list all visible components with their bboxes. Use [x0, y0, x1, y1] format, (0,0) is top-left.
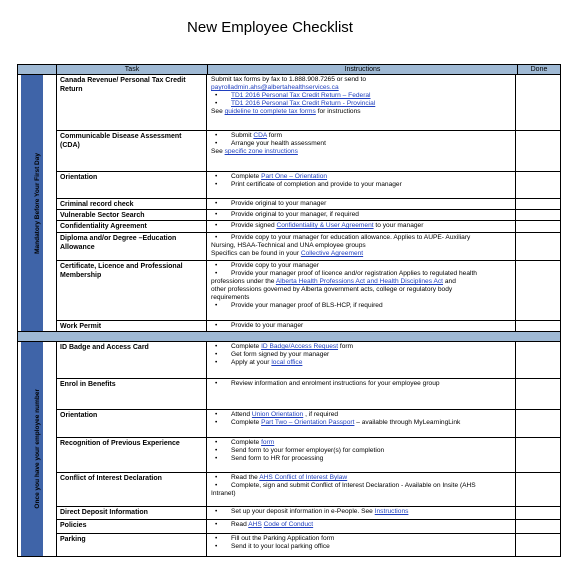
instructions-cell — [207, 172, 516, 198]
table-row — [57, 172, 560, 199]
instructions-cell — [207, 507, 516, 519]
instruction-fragment: , if required — [303, 411, 339, 418]
instruction-fragment: Complete — [231, 419, 262, 426]
instruction-text — [231, 100, 512, 108]
task-cell: Parking — [57, 534, 207, 556]
section-rows — [57, 342, 560, 556]
bullet-icon: • — [215, 411, 218, 418]
instruction-fragment: Provide signed — [231, 222, 277, 229]
instruction-text — [231, 380, 512, 388]
instruction-fragment: Print certificate of completion and provide to your manager — [231, 181, 402, 188]
bullet-icon: • — [215, 447, 218, 454]
section-side-label — [18, 75, 57, 331]
instruction-line — [211, 148, 512, 156]
instruction-text — [231, 521, 512, 529]
instructions-cell — [207, 75, 516, 130]
instruction-text — [231, 508, 512, 516]
task-cell: Recognition of Previous Experience — [57, 438, 207, 472]
instruction-text — [231, 447, 512, 455]
instruction-line — [211, 286, 512, 294]
instruction-text — [231, 351, 512, 359]
done-checkbox-cell[interactable] — [516, 321, 560, 331]
header-instructions: Instructions — [208, 65, 518, 74]
table-row — [57, 131, 560, 172]
bullet-icon: • — [215, 270, 218, 277]
instruction-text — [211, 242, 512, 250]
instruction-line — [211, 181, 512, 189]
bullet-icon: • — [215, 351, 218, 358]
instruction-fragment: for instructions — [315, 108, 361, 115]
instruction-text — [211, 108, 512, 116]
instruction-text — [231, 181, 512, 189]
task-cell: Canada Revenue/ Personal Tax Credit Return — [57, 75, 207, 130]
instruction-link[interactable]: CDA — [253, 132, 267, 139]
table-row — [57, 210, 560, 221]
instruction-line — [211, 270, 512, 278]
instructions-cell — [207, 534, 516, 556]
instruction-text — [231, 322, 512, 330]
instruction-fragment: Intranet) — [211, 490, 236, 497]
instruction-fragment: Provide your manager proof of BLS-HCP, if required — [231, 302, 383, 309]
instruction-text — [231, 419, 512, 427]
instruction-text — [231, 302, 512, 310]
section-separator — [18, 331, 560, 342]
instruction-text — [211, 490, 512, 498]
bullet-icon: • — [215, 474, 218, 481]
instruction-link[interactable]: ID Badge/Access Request — [261, 343, 339, 350]
instruction-line — [211, 234, 512, 242]
done-checkbox-cell[interactable] — [516, 233, 560, 260]
instruction-fragment: Specifics can be found in your — [211, 250, 301, 257]
task-cell: ID Badge and Access Card — [57, 342, 207, 378]
table-row — [57, 342, 560, 379]
instructions-cell — [207, 410, 516, 437]
instruction-text — [231, 211, 512, 219]
checklist-table — [17, 64, 561, 557]
instruction-text — [211, 250, 512, 258]
table-body — [18, 75, 560, 556]
bullet-icon: • — [215, 132, 218, 139]
instructions-cell — [207, 438, 516, 472]
done-checkbox-cell[interactable] — [516, 410, 560, 437]
instruction-text — [211, 286, 512, 294]
instruction-text — [231, 411, 512, 419]
instruction-fragment: Nursing, HSAA-Technical and UNA employee groups — [211, 242, 366, 249]
section-rows — [57, 75, 560, 331]
instruction-link[interactable]: Union Orientation — [251, 411, 304, 418]
task-cell: Confidentiality Agreement — [57, 221, 207, 232]
instructions-cell — [207, 261, 516, 320]
table-row — [57, 321, 560, 331]
instruction-line — [211, 132, 512, 140]
instruction-link[interactable]: form — [261, 439, 275, 446]
instruction-line — [211, 100, 512, 108]
table-row — [57, 520, 560, 534]
instruction-text — [231, 482, 512, 490]
instruction-text — [211, 278, 512, 286]
bullet-icon: • — [215, 482, 218, 489]
instruction-fragment: professions under the — [211, 278, 276, 285]
section — [18, 75, 560, 331]
instruction-fragment: to your manager — [373, 222, 424, 229]
bullet-icon: • — [215, 211, 218, 218]
done-checkbox-cell[interactable] — [516, 75, 560, 130]
task-cell: Vulnerable Sector Search — [57, 210, 207, 220]
instruction-text — [211, 148, 512, 156]
instruction-text — [231, 455, 512, 463]
table-header — [18, 65, 560, 75]
instruction-line — [211, 359, 512, 367]
instruction-fragment: See — [211, 148, 225, 155]
instruction-text — [231, 222, 512, 230]
instruction-line — [211, 343, 512, 351]
instruction-fragment: Provide original to your manager — [231, 200, 327, 207]
instruction-link[interactable]: Confidentiality & User Agreement — [276, 222, 374, 229]
task-cell: Certificate, Licence and Professional Membership — [57, 261, 207, 320]
done-checkbox-cell[interactable] — [516, 199, 560, 209]
page-title: New Employee Checklist — [187, 19, 353, 36]
done-checkbox-cell[interactable] — [516, 520, 560, 533]
instruction-line — [211, 211, 512, 219]
instruction-fragment: and — [443, 278, 456, 285]
table-row — [57, 75, 560, 131]
done-checkbox-cell[interactable] — [516, 221, 560, 232]
instruction-line — [211, 242, 512, 250]
table-row — [57, 438, 560, 473]
instruction-line — [211, 322, 512, 330]
instruction-fragment: Complete — [231, 439, 262, 446]
done-checkbox-cell[interactable] — [516, 379, 560, 409]
instruction-text — [231, 359, 512, 367]
instruction-text — [231, 200, 512, 208]
instruction-text — [231, 543, 512, 551]
bullet-icon: • — [215, 92, 218, 99]
instruction-line — [211, 250, 512, 258]
instruction-link[interactable]: Alberta Health Professions Act and Health Disciplines Act — [275, 278, 444, 285]
task-cell: Conflict of Interest Declaration — [57, 473, 207, 506]
instruction-text — [231, 173, 512, 181]
bullet-icon: • — [215, 535, 218, 542]
instruction-text — [231, 140, 512, 148]
instruction-text — [231, 343, 512, 351]
instruction-fragment: form — [266, 132, 282, 139]
instruction-line — [211, 294, 512, 302]
task-cell: Direct Deposit Information — [57, 507, 207, 519]
instruction-line — [211, 474, 512, 482]
instruction-fragment: Provide your manager proof of licence and/or registration Applies to regulated health — [231, 270, 477, 277]
table-row — [57, 507, 560, 520]
instruction-line — [211, 173, 512, 181]
instruction-link[interactable]: specific zone instructions — [224, 148, 298, 155]
instruction-fragment: Apply at your — [231, 359, 272, 366]
section-label: Once you have your employee number — [33, 389, 41, 509]
task-cell: Communicable Disease Assessment (CDA) — [57, 131, 207, 171]
task-cell: Diploma and/or Degree –Education Allowance — [57, 233, 207, 260]
instructions-cell — [207, 520, 516, 533]
bullet-icon: • — [215, 521, 218, 528]
table-row — [57, 233, 560, 261]
instruction-text — [231, 234, 512, 242]
bullet-icon: • — [215, 140, 218, 147]
task-cell: Orientation — [57, 172, 207, 198]
bullet-icon: • — [215, 455, 218, 462]
instruction-fragment: Read the — [231, 474, 260, 481]
instruction-fragment: Fill out the Parking Application form — [231, 535, 335, 542]
bullet-icon: • — [215, 100, 218, 107]
instructions-cell — [207, 233, 516, 260]
done-checkbox-cell[interactable] — [516, 131, 560, 171]
instruction-fragment: Send form to HR for processing — [231, 455, 324, 462]
instruction-fragment: form — [338, 343, 354, 350]
section — [18, 342, 560, 556]
instructions-cell — [207, 221, 516, 232]
instruction-fragment: Send form to your former employer(s) for completion — [231, 447, 385, 454]
instruction-line — [211, 482, 512, 490]
instruction-line — [211, 411, 512, 419]
instruction-fragment: Get form signed by your manager — [231, 351, 330, 358]
instructions-cell — [207, 321, 516, 331]
instruction-line — [211, 92, 512, 100]
bullet-icon: • — [215, 419, 218, 426]
done-checkbox-cell[interactable] — [516, 172, 560, 198]
table-row — [57, 379, 560, 410]
section-label-wrap — [18, 342, 56, 556]
instruction-fragment: Complete — [231, 173, 262, 180]
instruction-line — [211, 140, 512, 148]
header-task: Task — [57, 65, 208, 74]
bullet-icon: • — [215, 380, 218, 387]
instruction-text — [231, 92, 512, 100]
instruction-fragment: requirements — [211, 294, 250, 301]
task-cell: Criminal record check — [57, 199, 207, 209]
instruction-link[interactable]: Instructions — [374, 508, 409, 515]
instruction-text — [231, 535, 512, 543]
done-checkbox-cell[interactable] — [516, 261, 560, 320]
instruction-text — [231, 132, 512, 140]
bullet-icon: • — [215, 302, 218, 309]
instruction-link[interactable]: AHS Conflict of Interest Bylaw — [259, 474, 348, 481]
instruction-text — [231, 270, 512, 278]
bullet-icon: • — [215, 200, 218, 207]
instruction-link[interactable]: TD1 2016 Personal Tax Credit Return - Provincial — [231, 100, 376, 107]
instruction-line — [211, 76, 512, 84]
instruction-link[interactable]: Code of Conduct — [263, 521, 314, 528]
instruction-link[interactable]: guideline to complete tax forms — [224, 108, 316, 115]
instruction-text — [211, 294, 512, 302]
task-cell: Enrol in Benefits — [57, 379, 207, 409]
done-checkbox-cell[interactable] — [516, 473, 560, 506]
table-row — [57, 221, 560, 233]
bullet-icon: • — [215, 543, 218, 550]
task-cell: Orientation — [57, 410, 207, 437]
instruction-link[interactable]: Part Two – Orientation Passport — [261, 419, 355, 426]
instruction-line — [211, 380, 512, 388]
instruction-line — [211, 447, 512, 455]
instruction-line — [211, 490, 512, 498]
instructions-cell — [207, 210, 516, 220]
instruction-line — [211, 278, 512, 286]
instruction-line — [211, 200, 512, 208]
instruction-text — [211, 84, 512, 92]
bullet-icon: • — [215, 173, 218, 180]
instruction-fragment: Send it to your local parking office — [231, 543, 330, 550]
bullet-icon: • — [215, 508, 218, 515]
instruction-fragment: Complete, sign and submit Conflict of Interest Declaration - Available on Insite (AHS — [231, 482, 476, 489]
section-label-wrap — [18, 75, 56, 331]
section-side-label — [18, 342, 57, 556]
done-checkbox-cell[interactable] — [516, 210, 560, 220]
instruction-line — [211, 302, 512, 310]
bullet-icon: • — [215, 343, 218, 350]
instruction-fragment: – available through MyLearningLink — [354, 419, 461, 426]
bullet-icon: • — [215, 359, 218, 366]
bullet-icon: • — [215, 322, 218, 329]
instructions-cell — [207, 473, 516, 506]
instruction-fragment: Submit — [231, 132, 254, 139]
done-checkbox-cell[interactable] — [516, 507, 560, 519]
instruction-fragment: Attend — [231, 411, 252, 418]
bullet-icon: • — [215, 439, 218, 446]
bullet-icon: • — [215, 262, 218, 269]
instruction-line — [211, 535, 512, 543]
table-row — [57, 534, 560, 556]
table-row — [57, 473, 560, 507]
bullet-icon: • — [215, 222, 218, 229]
instruction-text — [231, 474, 512, 482]
instructions-cell — [207, 199, 516, 209]
instruction-line — [211, 84, 512, 92]
instruction-line — [211, 439, 512, 447]
done-checkbox-cell[interactable] — [516, 534, 560, 556]
instruction-line — [211, 521, 512, 529]
instruction-fragment: Provide copy to your manager for education allowance. Applies to AUPE- Auxiliary — [231, 234, 471, 241]
instruction-fragment: Provide copy to your manager — [231, 262, 319, 269]
instruction-fragment: Submit tax forms by fax to 1.888.908.7265 or send to — [211, 76, 367, 83]
instruction-line — [211, 455, 512, 463]
instruction-text — [211, 76, 512, 84]
task-cell: Work Permit — [57, 321, 207, 331]
instruction-link[interactable]: AHS — [248, 521, 262, 528]
instructions-cell — [207, 342, 516, 378]
instruction-fragment: Arrange your health assessment — [231, 140, 326, 147]
bullet-icon: • — [215, 181, 218, 188]
instruction-line — [211, 351, 512, 359]
done-checkbox-cell[interactable] — [516, 342, 560, 378]
instruction-fragment: other professions governed by Alberta government acts, college or regulatory body — [211, 286, 453, 293]
instruction-fragment: Provide to your manager — [231, 322, 304, 329]
instructions-cell — [207, 131, 516, 171]
instruction-link[interactable]: payrolladmin.ahs@albertahealthservices.ca — [211, 84, 339, 91]
instruction-line — [211, 419, 512, 427]
instruction-fragment: See — [211, 108, 225, 115]
header-done: Done — [530, 66, 548, 73]
instruction-link[interactable]: TD1 2016 Personal Tax Credit Return – Federal — [231, 92, 371, 99]
bullet-icon: • — [215, 234, 218, 241]
instruction-line — [211, 543, 512, 551]
table-row — [57, 199, 560, 210]
section-label: Mandatory Before Your First Day — [33, 152, 41, 254]
instruction-link[interactable]: Collective Agreement — [300, 250, 364, 257]
instruction-line — [211, 262, 512, 270]
instructions-cell — [207, 379, 516, 409]
instruction-link[interactable]: local office — [271, 359, 303, 366]
instruction-line — [211, 508, 512, 516]
table-row — [57, 261, 560, 321]
header-section-cell — [18, 65, 57, 74]
instruction-fragment: Provide original to your manager, if required — [231, 211, 359, 218]
instruction-line — [211, 222, 512, 230]
instruction-text — [231, 262, 512, 270]
table-row — [57, 410, 560, 438]
instruction-text — [231, 439, 512, 447]
instruction-link[interactable]: Part One – Orientation — [261, 173, 328, 180]
task-cell: Policies — [57, 520, 207, 533]
instruction-line — [211, 108, 512, 116]
instruction-fragment: Read — [231, 521, 249, 528]
done-checkbox-cell[interactable] — [516, 438, 560, 472]
instruction-fragment: Set up your deposit information in e-People. See — [231, 508, 375, 515]
instruction-fragment: Complete — [231, 343, 262, 350]
instruction-fragment: Review information and enrolment instructions for your employee group — [231, 380, 440, 387]
